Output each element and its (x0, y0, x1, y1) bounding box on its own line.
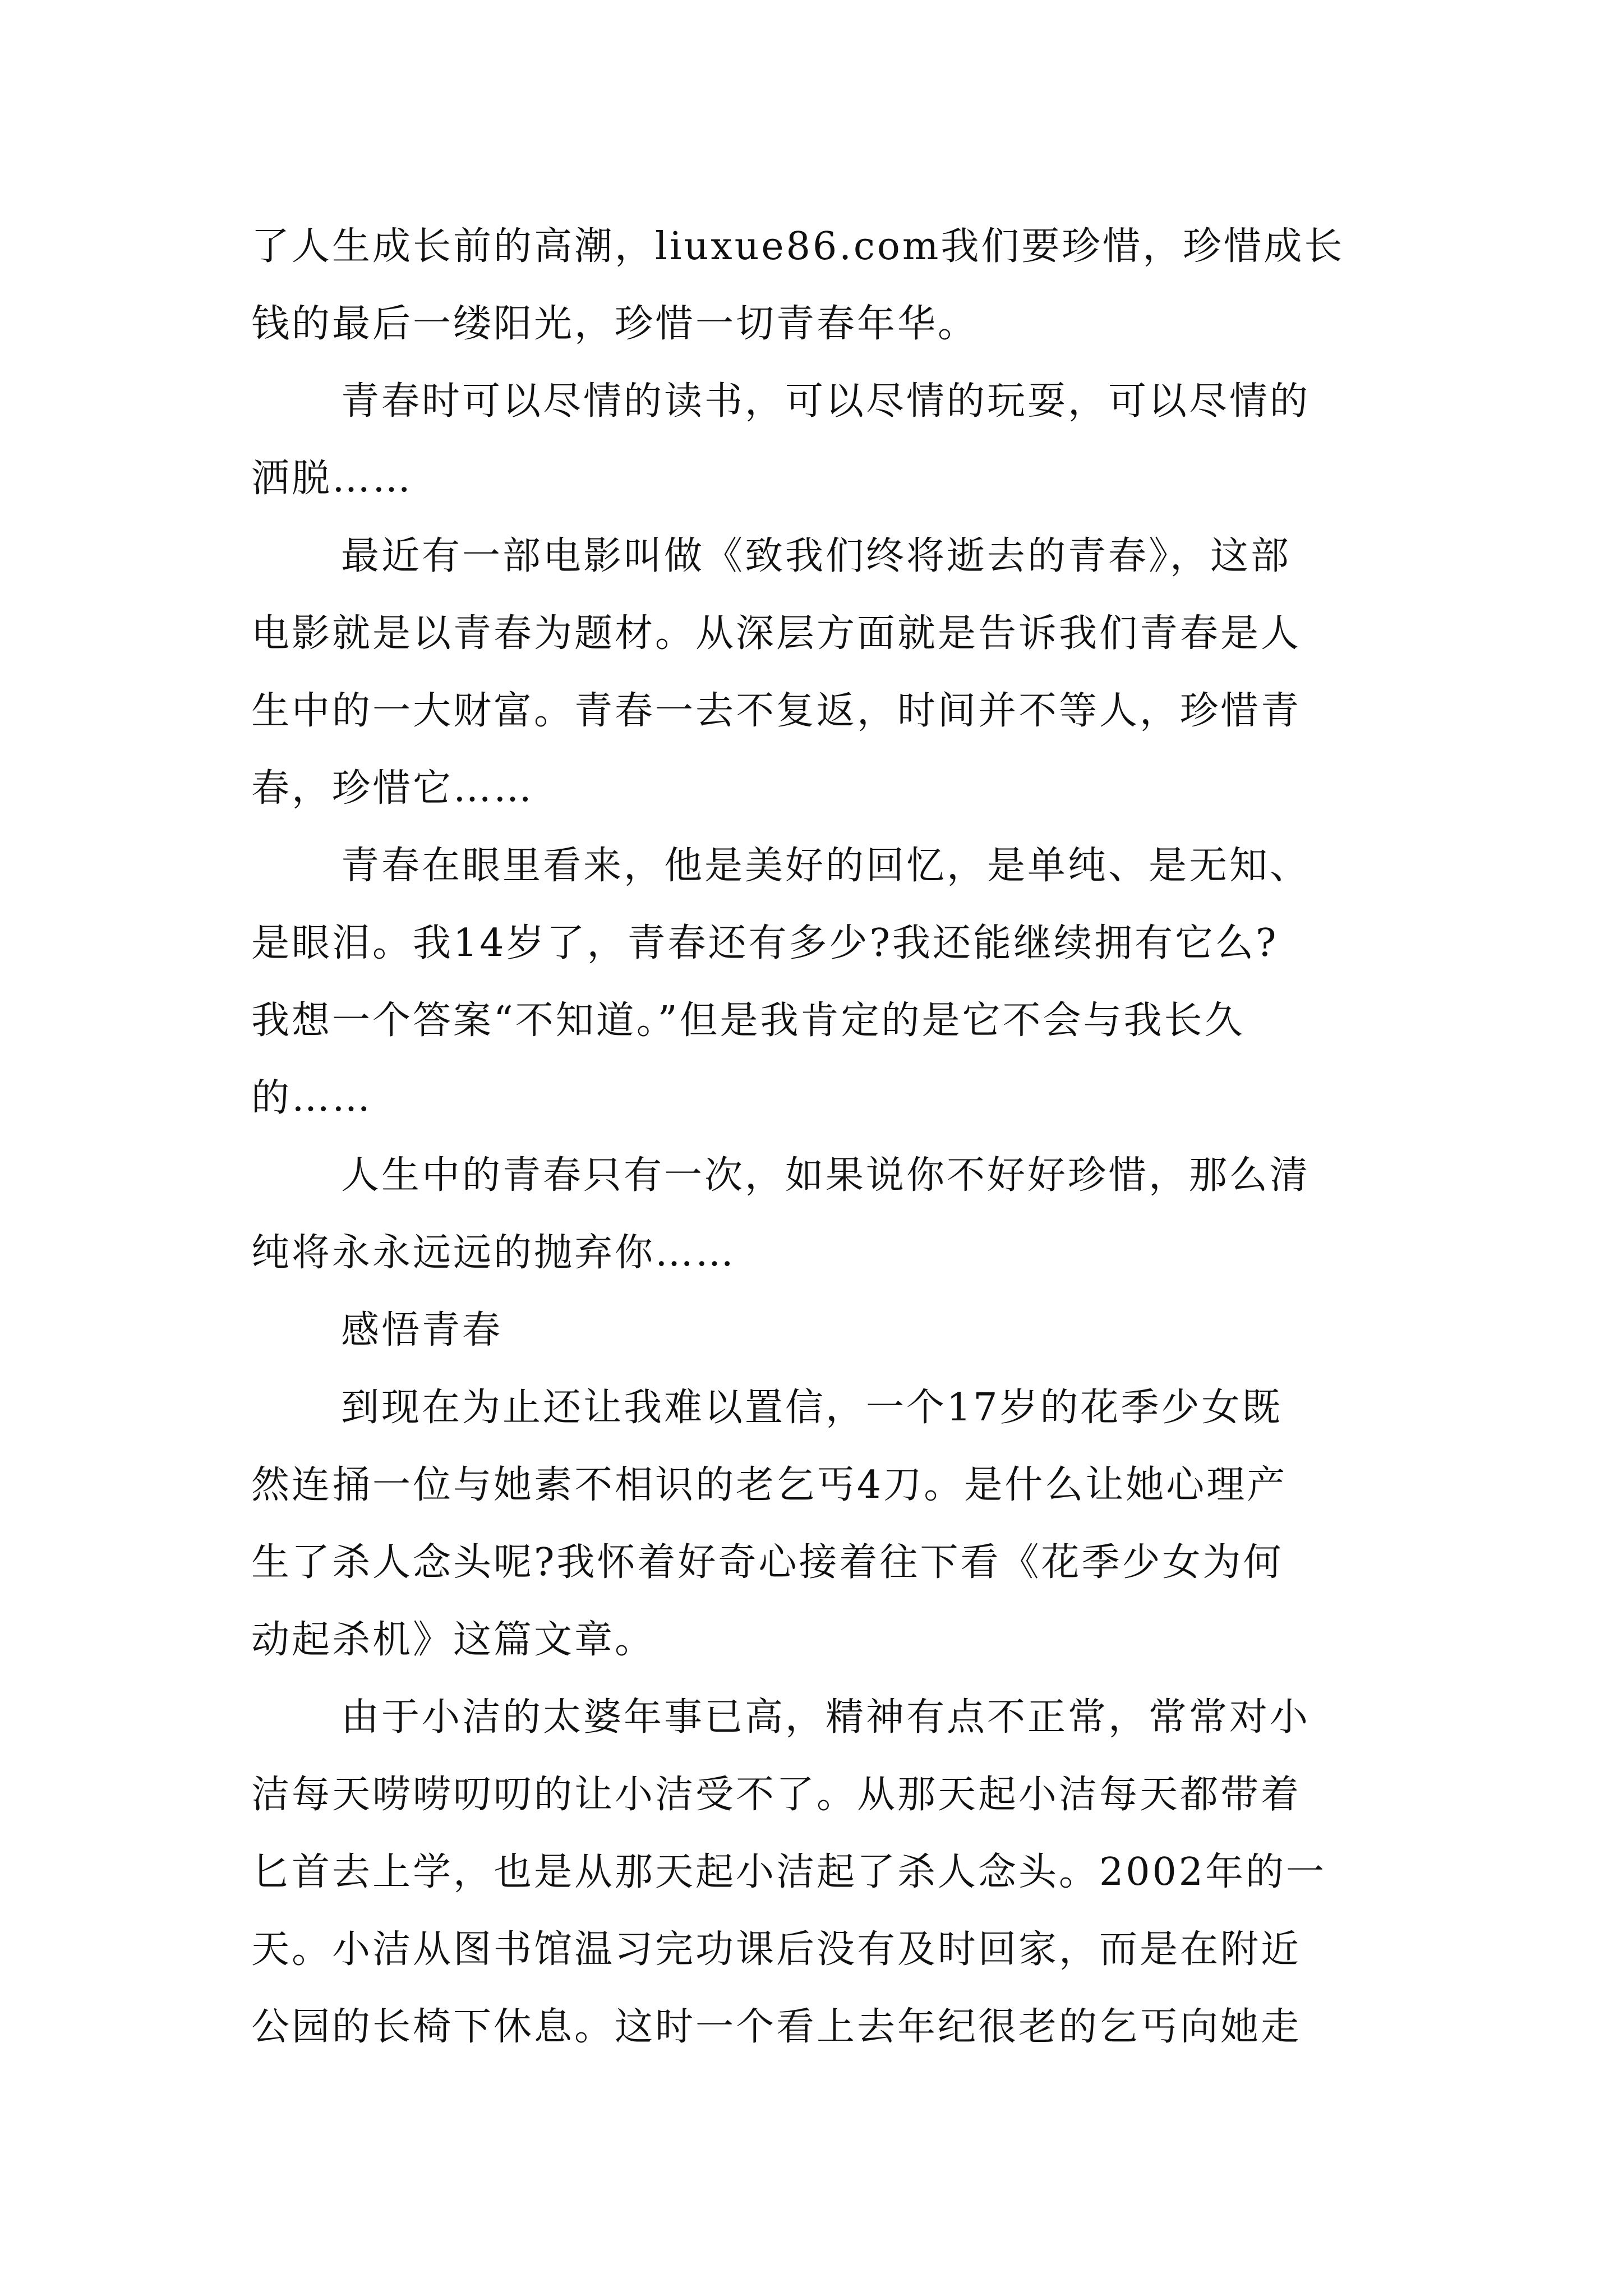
text-line: 匕首去上学，也是从那天起小洁起了杀人念头。2002年的一 (251, 1850, 1327, 1894)
text-line: 到现在为止还让我难以置信，一个17岁的花季少女既 (341, 1386, 1283, 1430)
text-line: 钱的最后一缕阳光，珍惜一切青春年华。 (251, 302, 979, 346)
text-line: 的…… (251, 1076, 373, 1120)
text-line: 生了杀人念头呢?我怀着好奇心接着往下看《花季少女为何 (251, 1540, 1284, 1585)
text-line: 我想一个答案“不知道。”但是我肯定的是它不会与我长久 (251, 999, 1245, 1043)
text-line: 天。小洁从图书馆温习完功课后没有及时回家，而是在附近 (251, 1927, 1302, 1972)
text-line: 动起杀机》这篇文章。 (251, 1618, 656, 1662)
text-line: 电影就是以青春为题材。从深层方面就是告诉我们青春是人 (251, 611, 1302, 656)
text-line: 是眼泪。我14岁了，青春还有多少?我还能继续拥有它么? (251, 921, 1279, 965)
section-heading: 感悟青春 (341, 1308, 503, 1352)
text-line: 公园的长椅下休息。这时一个看上去年纪很老的乞丐向她走 (251, 2005, 1302, 2049)
text-line: 春，珍惜它…… (251, 766, 534, 811)
text-line: 最近有一部电影叫做《致我们终将逝去的青春》，这部 (341, 534, 1292, 578)
text-line: 洒脱…… (251, 457, 413, 501)
text-line: 洁每天唠唠叨叨的让小洁受不了。从那天起小洁每天都带着 (251, 1773, 1302, 1817)
text-line: 青春在眼里看来，他是美好的回忆，是单纯、是无知、 (341, 844, 1311, 888)
text-line: 人生中的青春只有一次，如果说你不好好珍惜，那么清 (341, 1153, 1311, 1198)
text-line: 生中的一大财富。青春一去不复返，时间并不等人，珍惜青 (251, 689, 1302, 733)
text-line: 了人生成长前的高潮，liuxue86.com我们要珍惜，珍惜成长 (251, 224, 1345, 269)
text-line: 纯将永永远远的抛弃你…… (251, 1231, 736, 1275)
text-line: 青春时可以尽情的读书，可以尽情的玩耍，可以尽情的 (341, 379, 1311, 424)
text-line: 由于小洁的太婆年事已高，精神有点不正常，常常对小 (341, 1695, 1311, 1740)
text-line: 然连捅一位与她素不相识的老乞丐4刀。是什么让她心理产 (251, 1463, 1288, 1507)
